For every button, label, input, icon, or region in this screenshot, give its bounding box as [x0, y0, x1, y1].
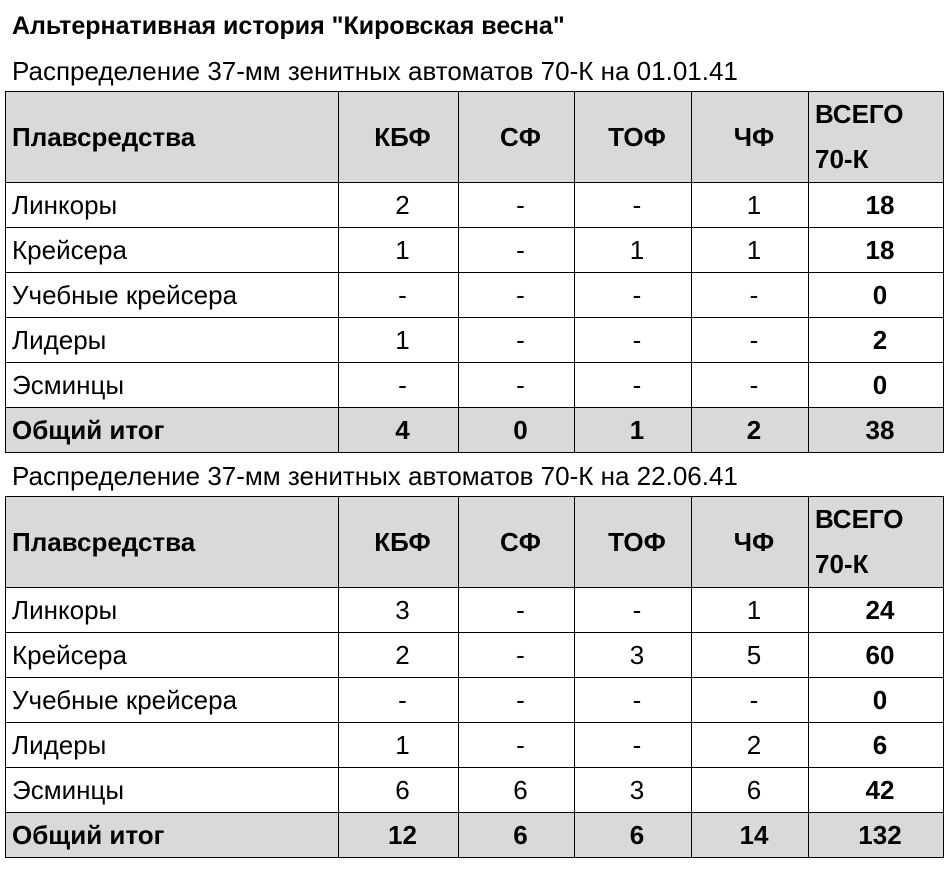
cell-total: 60 — [809, 633, 944, 678]
cell-chf: 5 — [692, 633, 809, 678]
header-cell-kbf: КБФ — [339, 92, 459, 183]
total-all: 38 — [809, 408, 944, 453]
cell-total: 42 — [809, 768, 944, 813]
table-row — [6, 768, 944, 813]
table-row — [6, 363, 944, 408]
cell-tof: 3 — [575, 768, 692, 813]
row-label: Эсминцы — [6, 363, 339, 408]
cell-kbf: - — [339, 678, 459, 723]
header-cell-vessels: Плавсредства — [6, 497, 339, 588]
cell-chf: 1 — [692, 183, 809, 228]
distribution-table-1 — [5, 91, 944, 453]
cell-sf: - — [459, 678, 575, 723]
total-chf: 2 — [692, 408, 809, 453]
cell-sf: - — [459, 318, 575, 363]
table-row — [6, 273, 944, 318]
cell-tof: - — [575, 318, 692, 363]
grand-total-row — [6, 813, 944, 858]
header-cell-sf: СФ — [459, 497, 575, 588]
header-cell-chf: ЧФ — [692, 497, 809, 588]
cell-total: 0 — [809, 273, 944, 318]
grand-total-row — [6, 408, 944, 453]
total-kbf: 12 — [339, 813, 459, 858]
row-label: Крейсера — [6, 228, 339, 273]
row-label: Учебные крейсера — [6, 678, 339, 723]
header-cell-chf: ЧФ — [692, 92, 809, 183]
cell-kbf: 2 — [339, 633, 459, 678]
cell-chf: 2 — [692, 723, 809, 768]
cell-tof: - — [575, 363, 692, 408]
cell-sf: - — [459, 363, 575, 408]
cell-total: 6 — [809, 723, 944, 768]
cell-tof: - — [575, 678, 692, 723]
cell-chf: 6 — [692, 768, 809, 813]
header-cell-total: ВСЕГО 70-К — [809, 92, 944, 183]
header-cell-vessels: Плавсредства — [6, 92, 339, 183]
cell-chf: - — [692, 273, 809, 318]
cell-tof: - — [575, 723, 692, 768]
cell-total: 2 — [809, 318, 944, 363]
table-row — [6, 318, 944, 363]
cell-total: 18 — [809, 228, 944, 273]
table-row — [6, 723, 944, 768]
cell-tof: - — [575, 183, 692, 228]
total-sf: 6 — [459, 813, 575, 858]
cell-tof: 1 — [575, 228, 692, 273]
table-row — [6, 228, 944, 273]
cell-sf: - — [459, 183, 575, 228]
table-row — [6, 588, 944, 633]
cell-kbf: - — [339, 273, 459, 318]
page-title: Альтернативная история "Кировская весна" — [12, 12, 565, 40]
cell-chf: 1 — [692, 228, 809, 273]
total-sf: 0 — [459, 408, 575, 453]
total-tof: 6 — [575, 813, 692, 858]
table-row — [6, 183, 944, 228]
cell-total: 0 — [809, 678, 944, 723]
header-cell-sf: СФ — [459, 92, 575, 183]
cell-kbf: 1 — [339, 228, 459, 273]
header-cell-tof: ТОФ — [575, 92, 692, 183]
header-cell-kbf: КБФ — [339, 497, 459, 588]
table-row — [6, 678, 944, 723]
cell-total: 24 — [809, 588, 944, 633]
total-tof: 1 — [575, 408, 692, 453]
total-kbf: 4 — [339, 408, 459, 453]
row-label: Лидеры — [6, 318, 339, 363]
cell-kbf: 6 — [339, 768, 459, 813]
cell-kbf: - — [339, 363, 459, 408]
cell-total: 0 — [809, 363, 944, 408]
cell-tof: - — [575, 588, 692, 633]
cell-chf: - — [692, 363, 809, 408]
cell-sf: 6 — [459, 768, 575, 813]
cell-kbf: 3 — [339, 588, 459, 633]
row-label: Крейсера — [6, 633, 339, 678]
cell-chf: - — [692, 318, 809, 363]
cell-kbf: 1 — [339, 723, 459, 768]
cell-sf: - — [459, 723, 575, 768]
table-1-caption: Распределение 37-мм зенитных автоматов 70-К на 01.01.41 — [12, 56, 738, 86]
cell-kbf: 2 — [339, 183, 459, 228]
header-cell-tof: ТОФ — [575, 497, 692, 588]
row-label: Лидеры — [6, 723, 339, 768]
cell-total: 18 — [809, 183, 944, 228]
cell-kbf: 1 — [339, 318, 459, 363]
cell-sf: - — [459, 633, 575, 678]
cell-sf: - — [459, 228, 575, 273]
row-label: Линкоры — [6, 588, 339, 633]
header-row — [6, 497, 944, 588]
cell-sf: - — [459, 273, 575, 318]
cell-tof: 3 — [575, 633, 692, 678]
row-label: Линкоры — [6, 183, 339, 228]
total-all: 132 — [809, 813, 944, 858]
total-label: Общий итог — [6, 813, 339, 858]
cell-chf: 1 — [692, 588, 809, 633]
table-row — [6, 633, 944, 678]
header-cell-total: ВСЕГО 70-К — [809, 497, 944, 588]
cell-sf: - — [459, 588, 575, 633]
row-label: Учебные крейсера — [6, 273, 339, 318]
table-2-caption: Распределение 37-мм зенитных автоматов 70-К на 22.06.41 — [12, 461, 738, 491]
total-label: Общий итог — [6, 408, 339, 453]
distribution-table-2 — [5, 496, 944, 858]
cell-tof: - — [575, 273, 692, 318]
total-chf: 14 — [692, 813, 809, 858]
header-row — [6, 92, 944, 183]
row-label: Эсминцы — [6, 768, 339, 813]
cell-chf: - — [692, 678, 809, 723]
